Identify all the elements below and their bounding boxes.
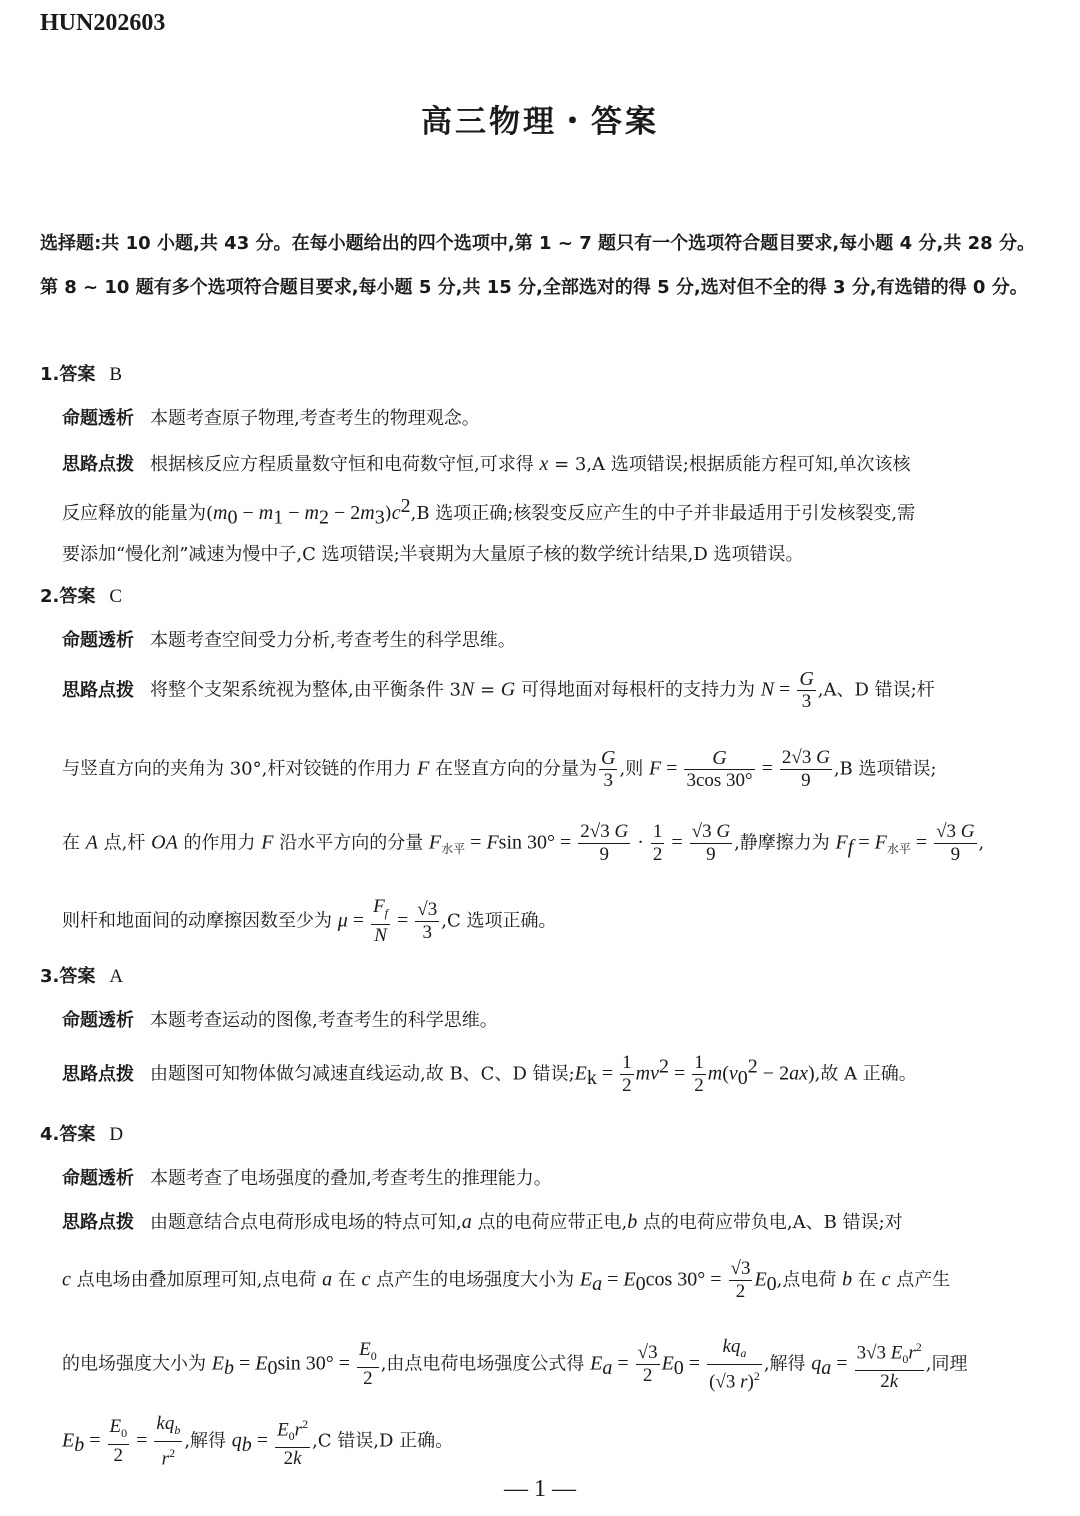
q1-hint-line2: 反应释放的能量为$(m_0 - m_1 - m_2 - 2m_3)c^2,B$ 选项正确;核裂变反应产生的中子并非最适用于引发核裂变,需 <box>62 495 916 529</box>
document-code: HUN202603 <box>40 10 166 36</box>
instructions-paragraph: 选择题:共 10 小题,共 43 分。在每小题给出的四个选项中,第 1 ~ 7 题只有一个选项符合题目要求,每小题 4 分,共 28 分。第 8 ~ 10 题有多个选项符合题目要求,每小题 5 分,共 15 分,全部选对的得 5 分,选对但不全的得 3 分,有选错的得 0 分。 <box>40 233 1035 298</box>
q4-hint-line3: 的电场强度大小为 $E_b = E_0\sin$ 30° = $\frac{E_0}{2}$ ,由点电荷电场强度公式得 $E_a$ = $\frac{√3}{2}$ $E_0$ = $\frac{kq_a}{(√3 r)^2}$ ,解得 $q_a$ = $\frac{3√3 E_0r^2}{2k}$ ,同理 <box>62 1336 968 1393</box>
q2-hint-line1: 思路点拨 将整个支架系统视为整体,由平衡条件 3N = G 可得地面对每根杆的支持力为 N = $\frac{G}{3}$ ,A、D 错误;杆 <box>62 668 935 712</box>
q2-hint-line2: 与竖直方向的夹角为 30°,杆对铰链的作用力 F 在竖直方向的分量为 $\frac{G}{3}$ ,则 F = $\frac{G}{3\cos 30^\circ}$ = $\frac{2√3 G}{9}$ ,B 选项错误; <box>62 747 937 791</box>
q1-hint-line1: 思路点拨 根据核反应方程质量数守恒和电荷数守恒,可求得 x = 3,A 选项错误;根据质能方程可知,单次该核 <box>62 453 911 475</box>
q3-answer: A <box>109 966 124 987</box>
q2-header: 2.答案 C <box>40 586 123 607</box>
q3-hint-line1: 思路点拨 由题图可知物体做匀减速直线运动,故 B、C、D 错误$;E_k$ = $\frac{1}{2}$ $mv^2$ = $\frac{1}{2}$ $m(v_0^2 - 2ax)$,故 A 正确。 <box>62 1052 917 1096</box>
q1-intent: 命题透析 本题考查原子物理,考查考生的物理观念。 <box>62 408 480 429</box>
q4-hint-line4: $E_b$ = $\frac{E_0}{2}$ = $\frac{kq_b}{r^2}$ ,解得 $q_b$ = $\frac{E_0r^2}{2k}$ ,C 错误,D 正确。 <box>62 1413 454 1470</box>
q1-header: 1.答案 B <box>40 364 123 385</box>
page-number: — 1 — <box>504 1476 576 1502</box>
page-title: 高三物理・答案 <box>421 104 659 140</box>
q2-intent: 命题透析 本题考查空间受力分析,考查考生的科学思维。 <box>62 630 516 651</box>
q3-header: 3.答案 A <box>40 966 124 987</box>
q2-hint-line3: 在 A 点,杆 OA 的作用力 F 沿水平方向的分量 $F_{水平} = Fsin$ 30° = $\frac{2√3 G}{9}$ · $\frac{1}{2}$ = $\frac{√3 G}{9}$ ,静摩擦力为 $F_f = F_{水平}$ = $\frac{√3 G}{9}$ , <box>62 821 985 865</box>
q4-header: 4.答案 D <box>40 1124 124 1145</box>
q4-hint-line2: c 点电场由叠加原理可知,点电荷 a 在 c 点产生的电场强度大小为 $E_a = E_0\cos$ 30° = $\frac{√3}{2}$ $E_0$,点电荷 b 在 c 点产生 <box>62 1258 951 1302</box>
q1-answer: B <box>109 364 123 385</box>
q1-hint-line3: 要添加“慢化剂”减速为慢中子,C 选项错误;半衰期为大量原子核的数学统计结果,D 选项错误。 <box>62 544 804 565</box>
q4-intent: 命题透析 本题考查了电场强度的叠加,考查考生的推理能力。 <box>62 1168 552 1189</box>
q3-intent: 命题透析 本题考查运动的图像,考查考生的科学思维。 <box>62 1010 498 1031</box>
q4-answer: D <box>109 1124 124 1145</box>
q2-answer: C <box>109 586 123 607</box>
q4-hint-line1: 思路点拨 由题意结合点电荷形成电场的特点可知,a 点的电荷应带正电,b 点的电荷应带负电,A、B 错误;对 <box>62 1211 903 1233</box>
q2-hint-line4: 则杆和地面间的动摩擦因数至少为 μ = $\frac{F_f}{N}$ = $\frac{√3}{3}$ ,C 选项正确。 <box>62 896 557 946</box>
